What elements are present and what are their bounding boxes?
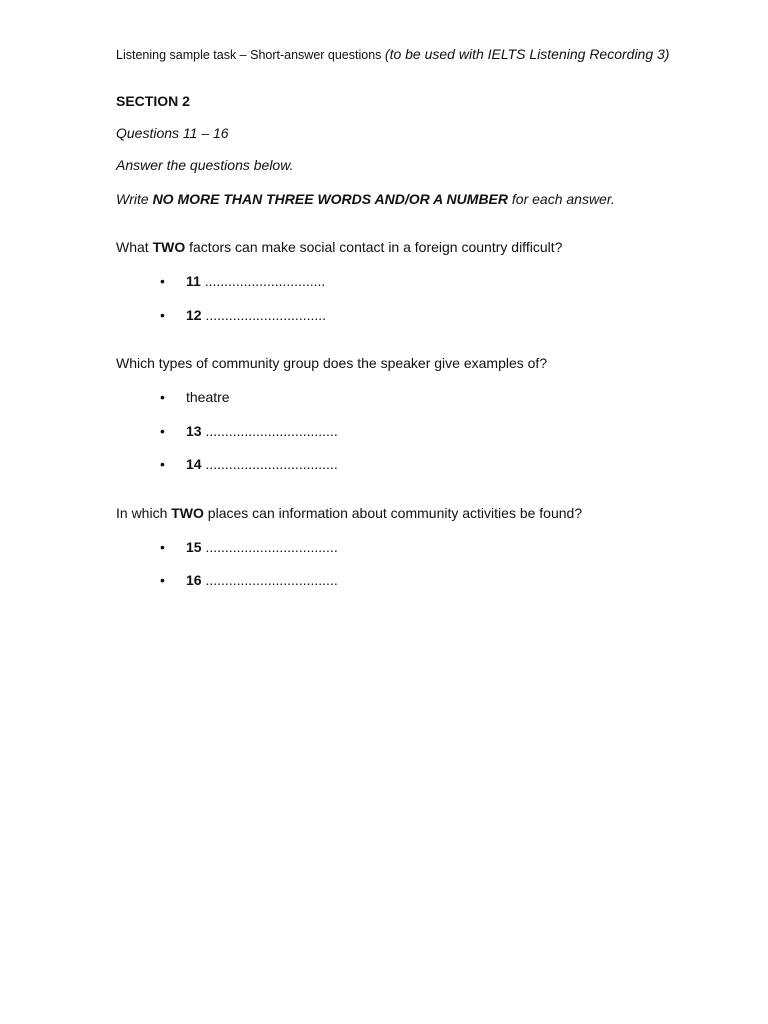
answer-blank[interactable]: ..................................	[201, 572, 338, 588]
header-title: Listening sample task – Short-answer questions	[116, 48, 382, 62]
page-header	[116, 46, 669, 63]
answer-blank[interactable]: ...............................	[200, 273, 326, 289]
answer-item-13[interactable]	[160, 423, 338, 439]
bullet-icon: •	[160, 389, 165, 405]
answer-blank[interactable]: ..................................	[201, 539, 338, 555]
question-3-pre: In which	[116, 505, 172, 521]
answer-item-16[interactable]	[160, 572, 338, 588]
answer-number: 13	[186, 423, 202, 439]
bullet-icon: •	[160, 307, 165, 323]
header-note: (to be used with IELTS Listening Recording 3)	[384, 46, 670, 62]
answer-item-15[interactable]	[160, 539, 338, 555]
bullet-icon: •	[160, 273, 165, 289]
bullet-icon: •	[160, 423, 165, 439]
questions-range: Questions 11 – 16	[116, 125, 229, 141]
section-heading: SECTION 2	[116, 93, 190, 109]
bullet-icon: •	[160, 539, 165, 555]
instruction-line-2	[116, 191, 615, 207]
answer-number: 15	[186, 539, 202, 555]
bullet-icon: •	[160, 456, 165, 472]
question-1-emphasis: TWO	[152, 239, 186, 255]
instruction-post: for each answer.	[508, 191, 615, 207]
instruction-pre: Write	[116, 191, 153, 207]
question-1-post: factors can make social contact in a foreign country difficult?	[185, 239, 563, 255]
question-3-emphasis: TWO	[171, 505, 204, 521]
instruction-line-1: Answer the questions below.	[116, 157, 294, 173]
answer-item-12[interactable]	[160, 307, 326, 323]
answer-blank[interactable]: ..................................	[201, 456, 338, 472]
answer-number: 12	[186, 307, 202, 323]
question-2: Which types of community group does the speaker give examples of?	[116, 355, 548, 371]
answer-number: 14	[186, 456, 202, 472]
example-text: theatre	[186, 389, 230, 405]
answer-item-11[interactable]	[160, 273, 325, 289]
question-1	[116, 239, 562, 255]
question-3	[116, 505, 582, 521]
question-1-pre: What	[116, 239, 153, 255]
answer-number: 16	[186, 572, 202, 588]
instruction-emphasis: NO MORE THAN THREE WORDS AND/OR A NUMBER	[152, 191, 508, 207]
answer-number: 11	[186, 273, 201, 289]
example-item-theatre	[160, 389, 230, 405]
bullet-icon: •	[160, 572, 165, 588]
answer-item-14[interactable]	[160, 456, 338, 472]
answer-blank[interactable]: ...............................	[201, 307, 327, 323]
question-3-post: places can information about community activities be found?	[203, 505, 583, 521]
answer-blank[interactable]: ..................................	[201, 423, 338, 439]
